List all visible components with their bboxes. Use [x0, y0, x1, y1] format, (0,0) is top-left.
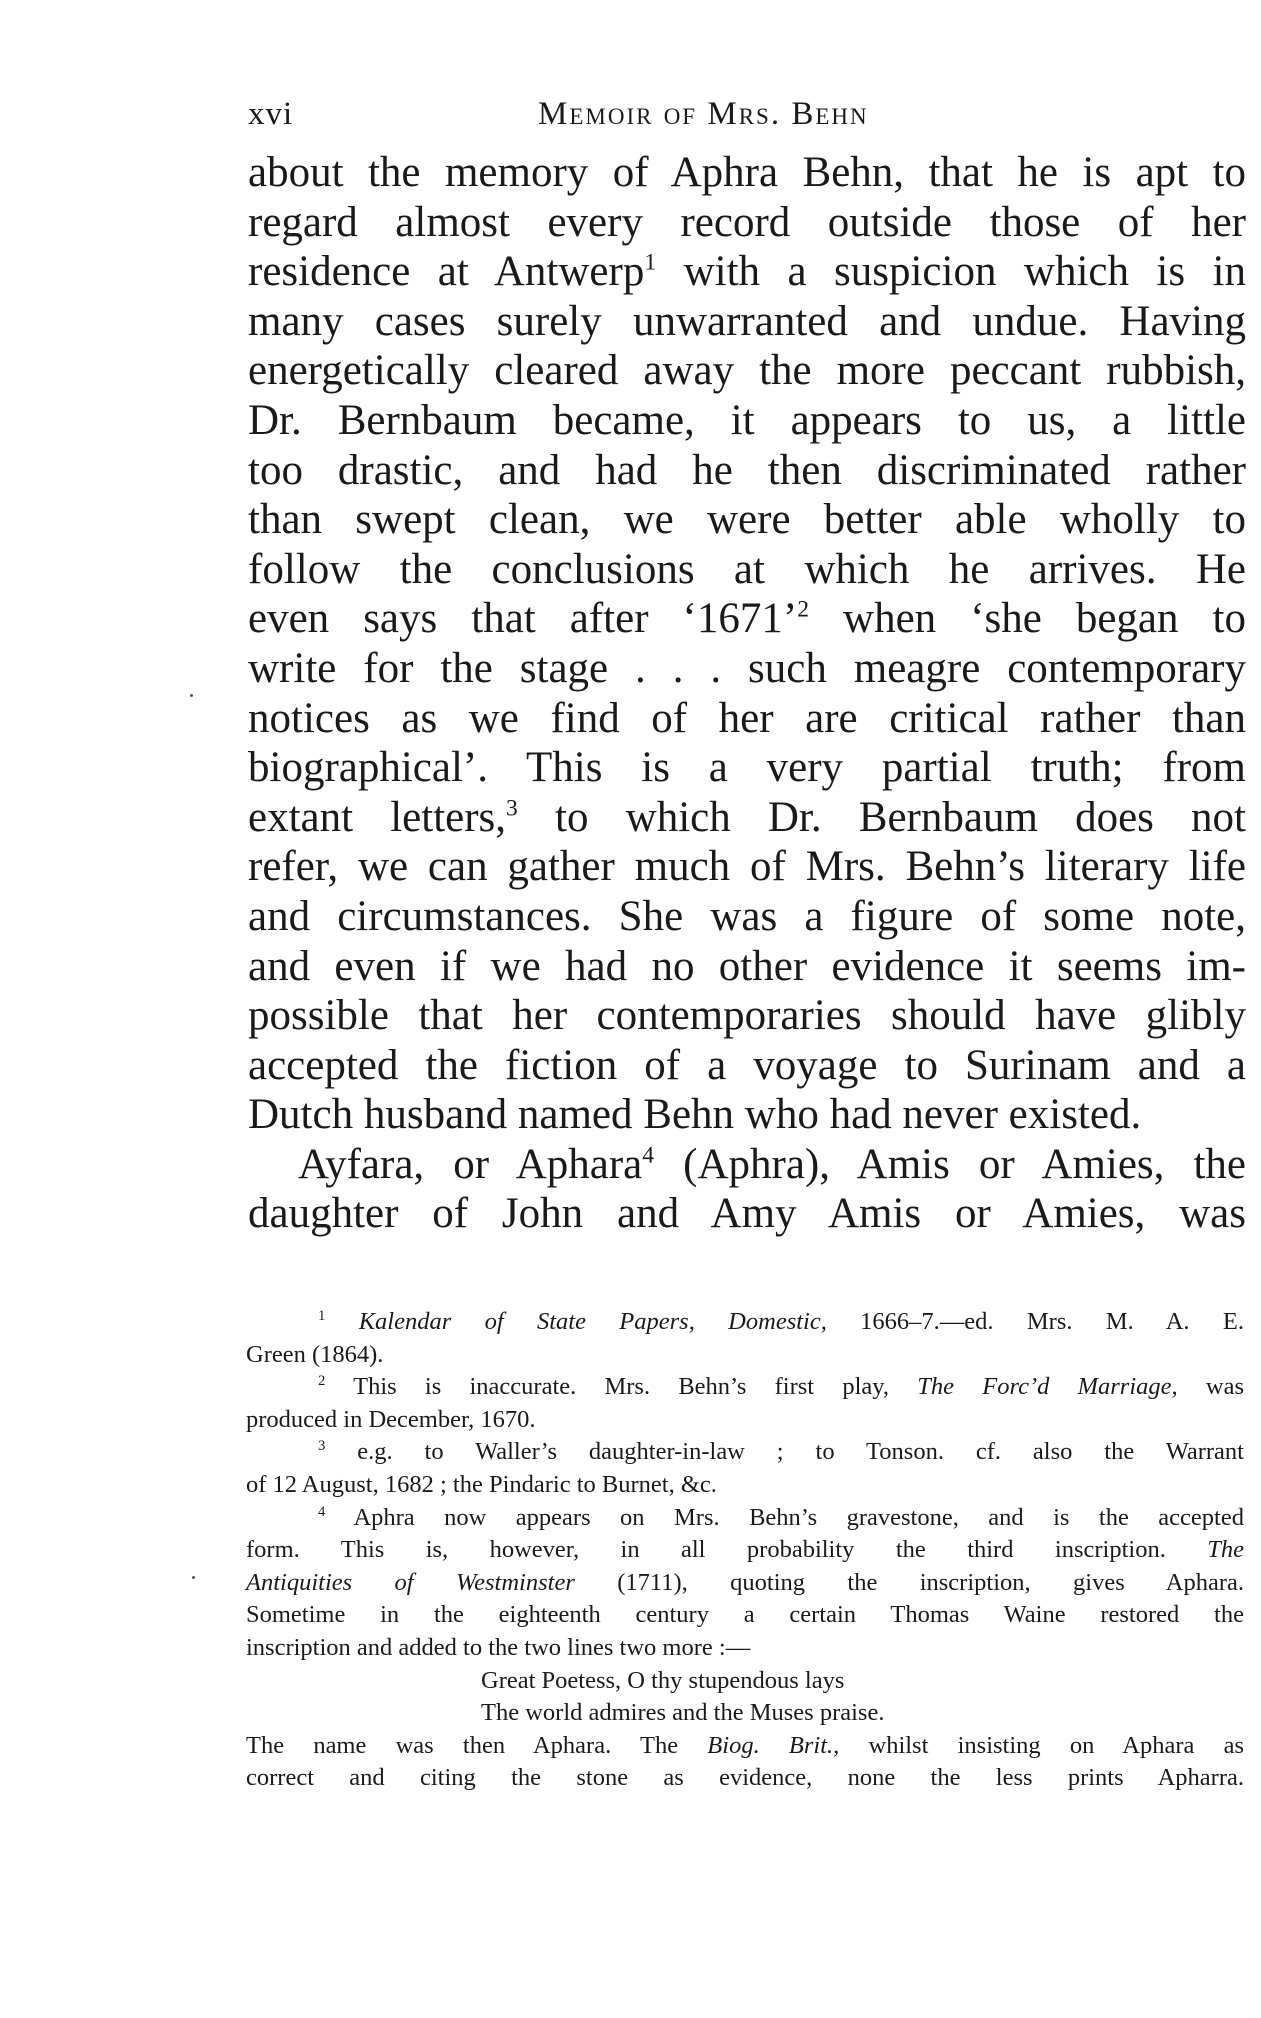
text-line: than swept clean, we were better able wholly to [248, 496, 1246, 544]
footnote-line: Green (1864). [246, 1340, 384, 1368]
main-text [248, 148, 1246, 1239]
footnote-4 [246, 1502, 1244, 1535]
text-line: Dutch husband named Behn who had never existed. [248, 1091, 1142, 1139]
text-fragment: to which Dr. Bernbaum does not [517, 793, 1246, 841]
verse-line: Great Poetess, O thy stupendous lays [481, 1666, 845, 1694]
margin-speck [190, 694, 193, 697]
text-line: biographical’. This is a very partial truth; from [248, 744, 1246, 792]
text-line: possible that her contemporaries should have glibly [248, 992, 1246, 1040]
text-fragment: even says that after ‘1671’ [248, 595, 798, 643]
text-fragment: Ayfara, or Aphara [298, 1140, 643, 1188]
text-line [248, 1140, 1246, 1190]
footnote-line [246, 1567, 1244, 1600]
footnote-line [246, 1730, 1244, 1763]
footnote-text: whilst insisting on Aphara as [839, 1731, 1244, 1759]
footnote-text: This is inaccurate. Mrs. Behn’s first play, [325, 1373, 918, 1401]
text-line [248, 247, 1246, 297]
footnote-number: 3 [318, 1438, 326, 1455]
text-line: notices as we find of her are critical rather than [248, 694, 1246, 742]
text-line [248, 793, 1246, 843]
footnote-text: (1711), quoting the inscription, gives Aphara. [574, 1568, 1244, 1596]
footnote-ref: 2 [797, 597, 810, 624]
text-line: refer, we can gather much of Mrs. Behn’s literary life [248, 843, 1246, 891]
text-line: and even if we had no other evidence it seems im- [248, 942, 1246, 990]
footnote-text: e.g. to Waller’s daughter-in-law ; to Tonson. cf. also the Warrant [325, 1438, 1244, 1466]
footnote-title: The Forc’d Marriage, [917, 1373, 1178, 1401]
text-line: Dr. Bernbaum became, it appears to us, a little [248, 396, 1246, 444]
text-line: follow the conclusions at which he arrives. He [248, 545, 1246, 593]
footnote-text: was [1177, 1373, 1244, 1401]
footnote-line: Sometime in the eighteenth century a certain Thomas Waine restored the [246, 1601, 1244, 1629]
text-line: write for the stage . . . such meagre contemporary [248, 644, 1246, 692]
footnote-line: correct and citing the stone as evidence, none the less prints Apharra. [246, 1764, 1244, 1792]
text-line: about the memory of Aphra Behn, that he is apt to [248, 149, 1246, 196]
footnote-title: Kalendar of State Papers, Domestic, [358, 1308, 827, 1335]
footnote-title: Antiquities of Westminster [246, 1568, 575, 1596]
footnote-text: Aphra now appears on Mrs. Behn’s gravestone, and is the accepted [325, 1503, 1244, 1531]
text-line [248, 594, 1246, 644]
text-fragment: when ‘she began to [809, 595, 1246, 643]
footnote-2 [246, 1371, 1244, 1404]
footnote-title: The [1207, 1536, 1245, 1564]
footnotes [246, 1306, 1244, 1795]
page-number: xvi [248, 96, 294, 132]
text-line: too drastic, and had he then discriminated rather [248, 446, 1246, 494]
footnote-text: 1666–7.—ed. Mrs. M. A. E. [826, 1308, 1244, 1335]
text-line: energetically cleared away the more peccant rubbish, [248, 347, 1246, 395]
footnote-1 [246, 1306, 1244, 1339]
footnote-text: form. This is, however, in all probability the third inscription. [246, 1536, 1166, 1564]
footnote-line: produced in December, 1670. [246, 1405, 536, 1433]
text-line: regard almost every record outside those of her [248, 198, 1246, 246]
text-fragment: with a suspicion which is in [656, 248, 1246, 296]
footnote-title: Biog. Brit., [707, 1731, 840, 1759]
footnote-number: 2 [318, 1373, 326, 1390]
text-line: accepted the fiction of a voyage to Surinam and a [248, 1041, 1246, 1089]
footnote-ref: 1 [644, 249, 657, 276]
footnote-ref: 4 [642, 1142, 655, 1169]
footnote-number: 4 [318, 1503, 326, 1520]
footnote-line [246, 1534, 1244, 1567]
text-fragment: (Aphra), Amis or Amies, the [654, 1140, 1247, 1188]
running-title [538, 96, 869, 133]
text-line: many cases surely unwarranted and undue. Having [248, 297, 1246, 345]
footnote-ref: 3 [506, 795, 518, 822]
text-fragment: extant letters, [248, 793, 507, 841]
margin-speck [192, 1576, 195, 1579]
footnote-line: of 12 August, 1682 ; the Pindaric to Burnet, &c. [246, 1470, 717, 1498]
running-title-text: Memoir of Mrs. Behn [538, 96, 869, 132]
footnote-number: 1 [318, 1307, 326, 1324]
footnote-line: inscription and added to the two lines two more :— [246, 1633, 751, 1661]
verse-line: The world admires and the Muses praise. [481, 1699, 885, 1727]
footnote-text: The name was then Aphara. The [246, 1731, 708, 1759]
footnote-3 [246, 1436, 1244, 1469]
text-line: daughter of John and Amy Amis or Amies, was [248, 1190, 1246, 1238]
text-fragment: residence at Antwerp [248, 248, 645, 296]
text-line: and circumstances. She was a figure of some note, [248, 892, 1246, 940]
page-header [248, 96, 1238, 144]
